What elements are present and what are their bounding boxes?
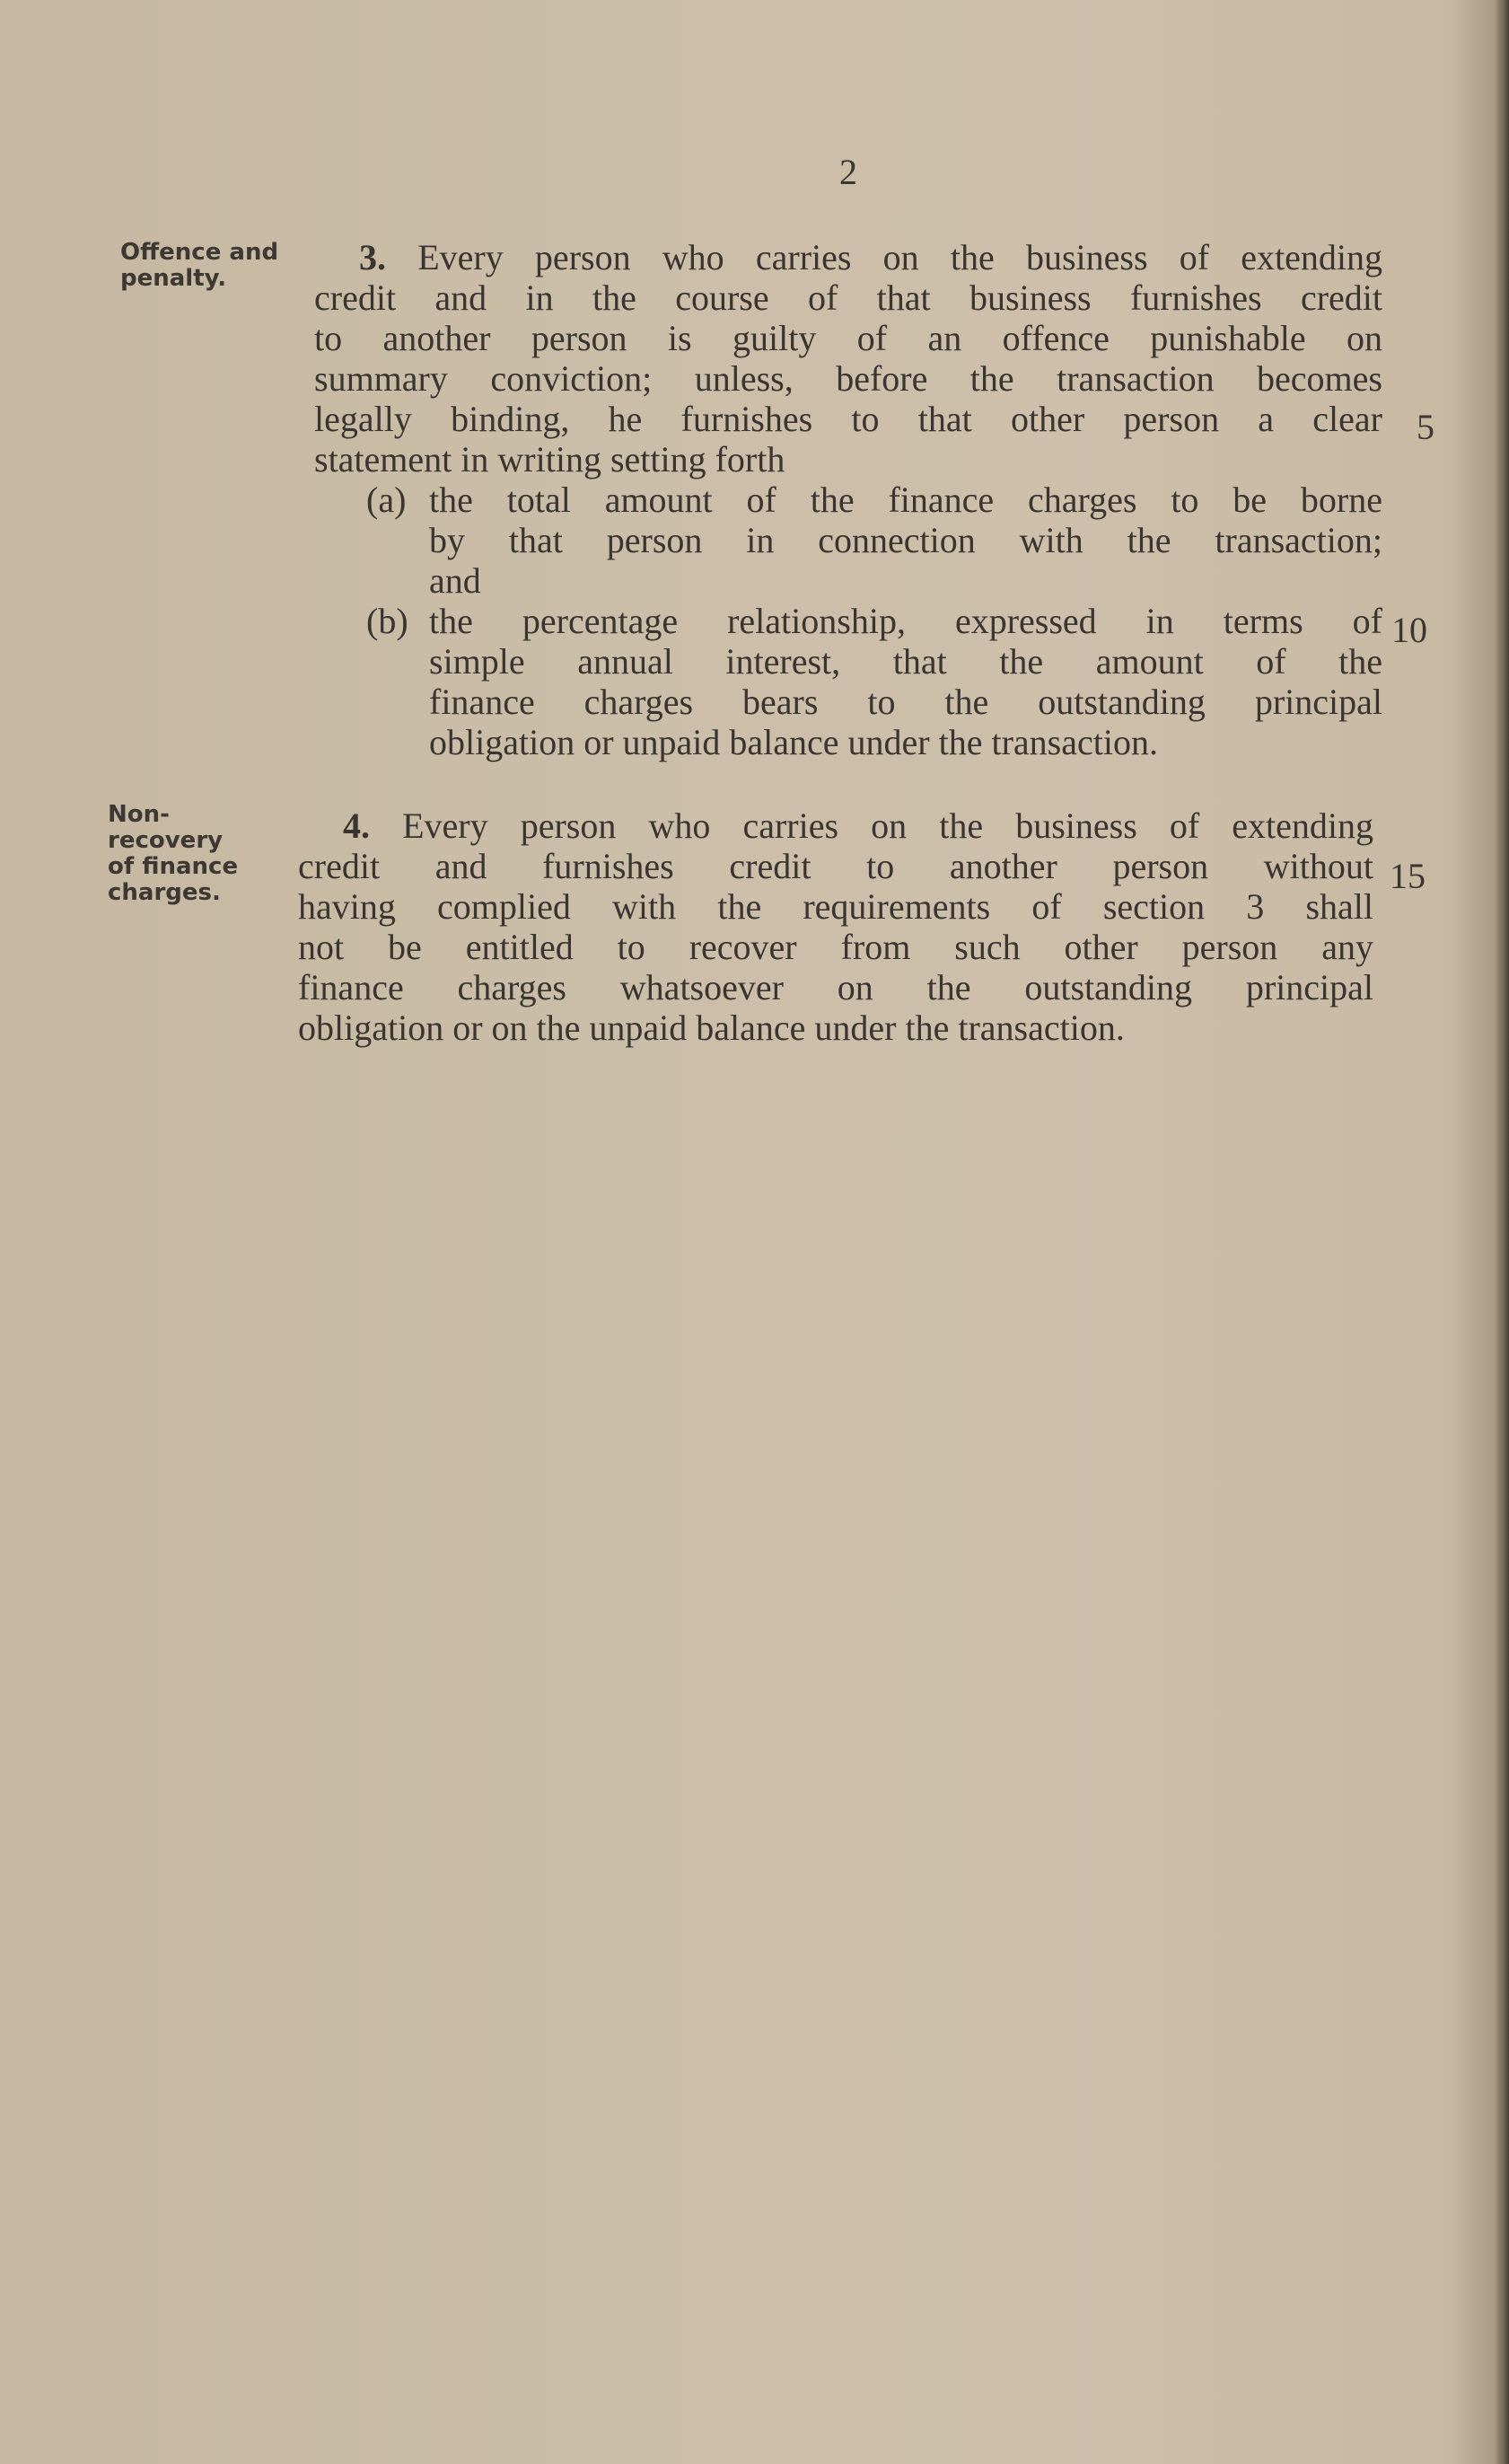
item-line: and [429,560,481,601]
page-edge-shadow [1495,0,1509,2464]
item-line: the total amount of the finance charges to be borne [429,480,1382,520]
sidenote-line: penalty. [120,265,227,292]
paragraph-line: credit and furnishes credit to another person without [298,846,1373,886]
line-text: Every person who carries on the business of extending [402,805,1374,846]
item-line: by that person in connection with the transaction; [429,520,1382,560]
sidenote-offence-and-penalty [120,240,278,292]
paragraph-line [298,805,1373,846]
line-number-5: 5 [1417,407,1434,447]
section-4 [298,805,1373,1048]
section-number: 4. [343,805,370,846]
sidenote-non-recovery [108,802,238,906]
paragraph-line: credit and in the course of that business furnishes credit [314,277,1382,318]
item-label: (b) [366,601,408,641]
section-number: 3. [359,237,386,277]
paragraph-line: obligation or on the unpaid balance under the transaction. [298,1008,1125,1048]
line-text: Every person who carries on the business of extending [417,237,1383,277]
paragraph-line: having complied with the requirements of section 3 shall [298,886,1373,927]
sidenote-line: of finance [108,853,239,880]
sidenote-line: recovery [108,827,224,854]
page-number: 2 [839,152,857,192]
section-3 [314,237,1382,762]
paragraph-line: to another person is guilty of an offence punishable on [314,318,1382,358]
line-number-15: 15 [1390,856,1426,896]
paragraph-line: finance charges whatsoever on the outstanding principal [298,967,1373,1008]
item-a [366,480,1382,601]
sidenote-line: Offence and [120,239,279,266]
paragraph-line: legally binding, he furnishes to that other person a clear [314,399,1382,439]
paragraph-line: statement in writing setting forth [314,439,785,480]
item-label: (a) [366,480,407,520]
item-b [366,601,1382,762]
paragraph-line: summary conviction; unless, before the transaction becomes [314,358,1382,399]
paragraph-line: not be entitled to recover from such other person any [298,927,1373,967]
sidenote-line: Non- [108,801,170,828]
item-line: obligation or unpaid balance under the transaction. [429,722,1158,762]
line-number-10: 10 [1391,610,1427,650]
item-line: simple annual interest, that the amount of the [429,641,1382,682]
item-line: the percentage relationship, expressed in terms of [429,601,1382,641]
item-line: finance charges bears to the outstanding principal [429,682,1382,722]
paragraph-line [314,237,1382,277]
sidenote-line: charges. [108,879,221,906]
